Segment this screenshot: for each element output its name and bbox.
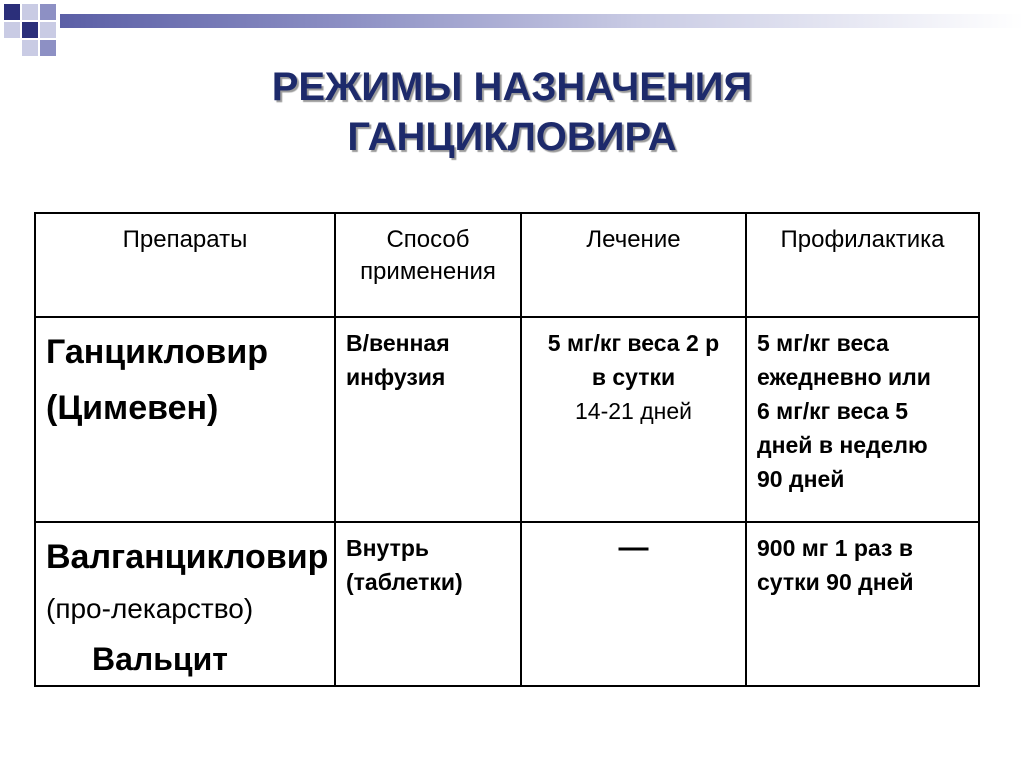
decor-square — [4, 4, 20, 20]
prophylaxis-cell — [746, 522, 979, 686]
treatment-line: 5 мг/кг веса 2 р — [547, 330, 720, 356]
method-cell — [335, 522, 521, 686]
header-treatment: Лечение — [521, 213, 746, 317]
method-cell — [335, 317, 521, 522]
decor-square — [40, 4, 56, 20]
drug-brand: (Цимевен) — [46, 389, 219, 427]
treatment-cell — [521, 522, 746, 686]
decor-gradient-bar — [60, 14, 1024, 28]
prophylaxis-line: 90 дней — [757, 466, 845, 492]
title-line-1: РЕЖИМЫ НАЗНАЧЕНИЯ — [271, 65, 753, 109]
decor-square — [40, 22, 56, 38]
table-row — [35, 522, 979, 686]
prophylaxis-line: 900 мг 1 раз в — [757, 535, 914, 561]
drug-cell — [35, 317, 335, 522]
method-line: инфузия — [346, 364, 446, 390]
decor-square — [40, 40, 56, 56]
prophylaxis-line: 5 мг/кг веса — [757, 330, 889, 356]
treatment-line: в сутки — [591, 364, 676, 390]
slide-title — [0, 62, 1024, 162]
drug-note: (про-лекарство) — [46, 593, 254, 624]
table-row — [35, 317, 979, 522]
prophylaxis-line: ежедневно или — [757, 364, 931, 390]
header-method-line-1: Способ — [386, 226, 470, 253]
method-line: В/венная — [346, 330, 450, 356]
treatment-line: 14-21 дней — [575, 398, 692, 424]
table-header-row — [35, 213, 979, 317]
decor-square — [4, 22, 20, 38]
decor-square — [22, 40, 38, 56]
method-line: Внутрь — [346, 535, 430, 561]
prophylaxis-line: сутки 90 дней — [757, 569, 914, 595]
header-method — [335, 213, 521, 317]
method-line: (таблетки) — [346, 569, 463, 595]
drug-brand: Вальцит — [92, 641, 228, 677]
decor-square — [22, 4, 38, 20]
prophylaxis-line: дней в неделю — [757, 432, 928, 458]
decor-square — [22, 22, 38, 38]
drug-cell — [35, 522, 335, 686]
prophylaxis-cell — [746, 317, 979, 522]
regimen-table — [34, 212, 980, 687]
drug-name: Валганцикловир — [46, 538, 329, 576]
drug-name: Ганцикловир — [46, 333, 268, 371]
prophylaxis-line: 6 мг/кг веса 5 — [757, 398, 909, 424]
treatment-dash: — — [618, 531, 649, 564]
header-drugs: Препараты — [35, 213, 335, 317]
title-line-2: ГАНЦИКЛОВИРА — [347, 115, 677, 159]
header-prophylaxis: Профилактика — [746, 213, 979, 317]
header-method-line-2: применения — [360, 258, 496, 285]
treatment-cell — [521, 317, 746, 522]
